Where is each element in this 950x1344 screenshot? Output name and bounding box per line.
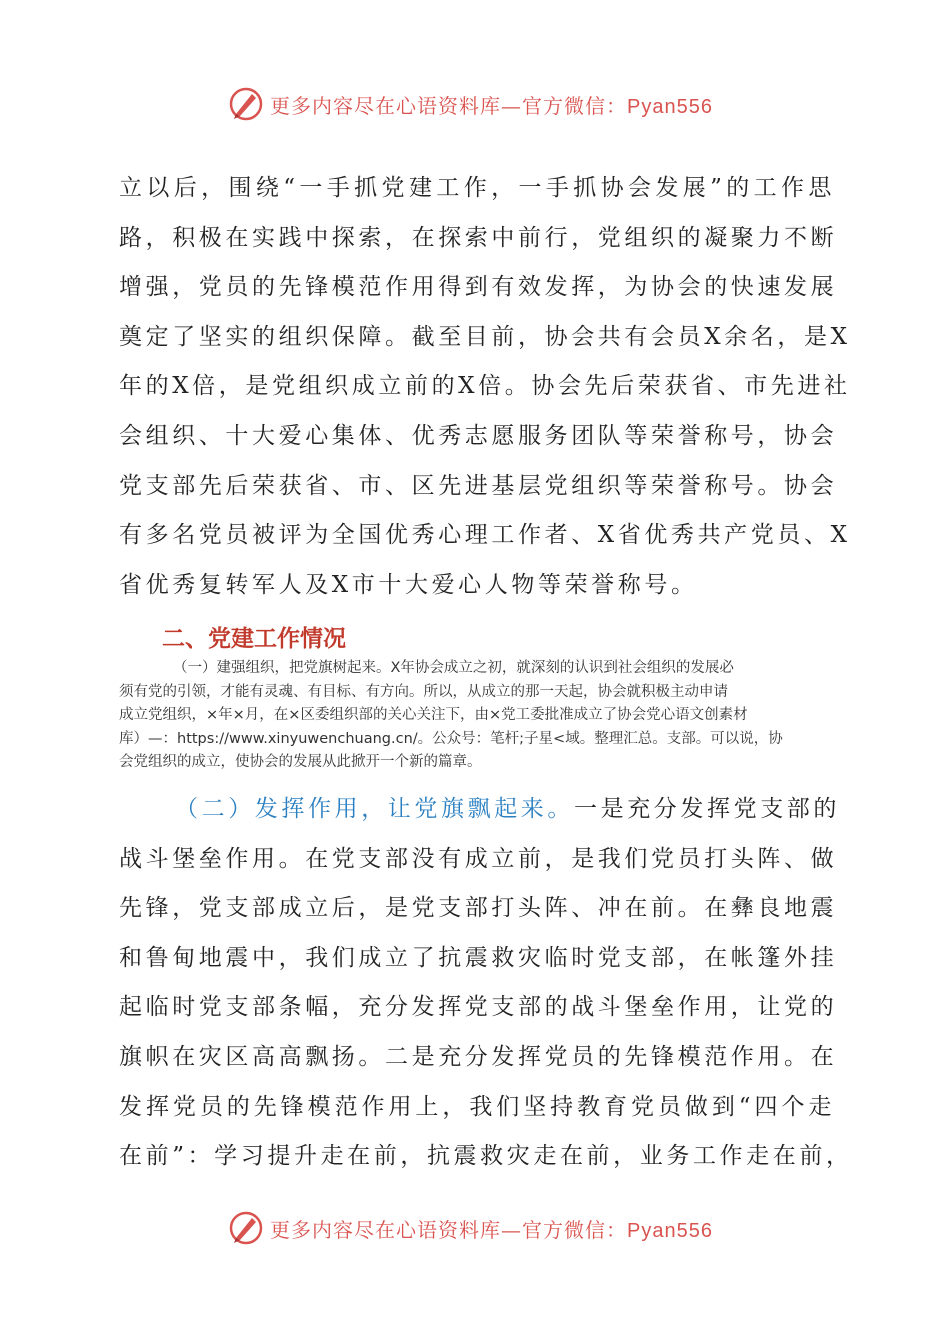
text-line: 先锋，党支部成立后，是党支部打头阵、冲在前。在彝良地震 (119, 895, 838, 922)
wechat-id: Pyan556 (627, 1219, 713, 1242)
text-line: 年的X倍，是党组织成立前的X倍。协会先后荣获省、市先进社 (119, 373, 851, 400)
paragraph-organization (119, 657, 835, 775)
text-line: 成立党组织，×年×月，在×区委组织部的关心关注下，由×党工委批准成立了协会党心语文创素材 (119, 707, 748, 724)
footer-banner (228, 1208, 748, 1248)
pen-nib-logo-icon (228, 86, 264, 122)
text-line: 战斗堡垒作用。在党支部没有成立前，是我们党员打头阵、做 (119, 845, 838, 872)
text-line: 奠定了坚实的组织保障。截至目前，协会共有会员X余名，是X (119, 323, 851, 350)
text-line: 在前”：学习提升走在前，抗震救灾走在前，业务工作走在前， (119, 1143, 853, 1170)
sub-heading: （二）发挥作用，让党旗飘起来。 (175, 796, 574, 822)
text-line: 会组织、十大爱心集体、优秀志愿服务团队等荣誉称号，协会 (119, 422, 838, 449)
paragraph-role (119, 785, 853, 1182)
paragraph-intro (119, 164, 851, 610)
text-line: 省优秀复转军人及X市十大爱心人物等荣誉称号。 (119, 571, 698, 598)
header-banner (228, 84, 748, 124)
text-line: 库）—：https://www.xinyuwenchuang.cn/。公众号：笔杆;子星<域。整理汇总。支部。可以说，协 (119, 730, 783, 747)
text-line-with-subheading: （二）发挥作用，让党旗飘起来。一是充分发挥党支部的 (175, 796, 840, 822)
text-line: 路，积极在实践中探索，在探索中前行，党组织的凝聚力不断 (119, 224, 838, 251)
text-line: 旗帜在灾区高高飘扬。二是充分发挥党员的先锋模范作用。在 (119, 1043, 838, 1070)
section-heading: 二、党建工作情况 (162, 626, 346, 652)
text-line: （一）建强组织，把党旗树起来。X年协会成立之初，就深刻的认识到社会组织的发展必 (173, 660, 734, 676)
text-line: 发挥党员的先锋模范作用上，我们坚持教育党员做到“四个走 (119, 1093, 835, 1120)
banner-text: 更多内容尽在心语资料库—官方微信：Pyan556 (270, 1217, 713, 1242)
text-line: 党支部先后荣获省、市、区先进基层党组织等荣誉称号。协会 (119, 472, 838, 499)
text-line: 起临时党支部条幅，充分发挥党支部的战斗堡垒作用，让党的 (119, 994, 838, 1021)
text-line: 会党组织的成立，使协会的发展从此掀开一个新的篇章。 (119, 754, 482, 771)
pen-nib-logo-icon (228, 1210, 264, 1246)
text-line: 须有党的引领，才能有灵魂、有目标、有方向。所以，从成立的那一天起，协会就积极主动申请 (119, 683, 728, 700)
banner-text: 更多内容尽在心语资料库—官方微信：Pyan556 (270, 93, 713, 118)
text-line: 和鲁甸地震中，我们成立了抗震救灾临时党支部，在帐篷外挂 (119, 944, 838, 971)
text-line: 增强，党员的先锋模范作用得到有效发挥，为协会的快速发展 (119, 274, 838, 301)
wechat-id: Pyan556 (627, 95, 713, 118)
text-line: 有多名党员被评为全国优秀心理工作者、X省优秀共产党员、X (119, 522, 851, 549)
text-line: 立以后，围绕“一手抓党建工作，一手抓协会发展”的工作思 (119, 175, 835, 201)
